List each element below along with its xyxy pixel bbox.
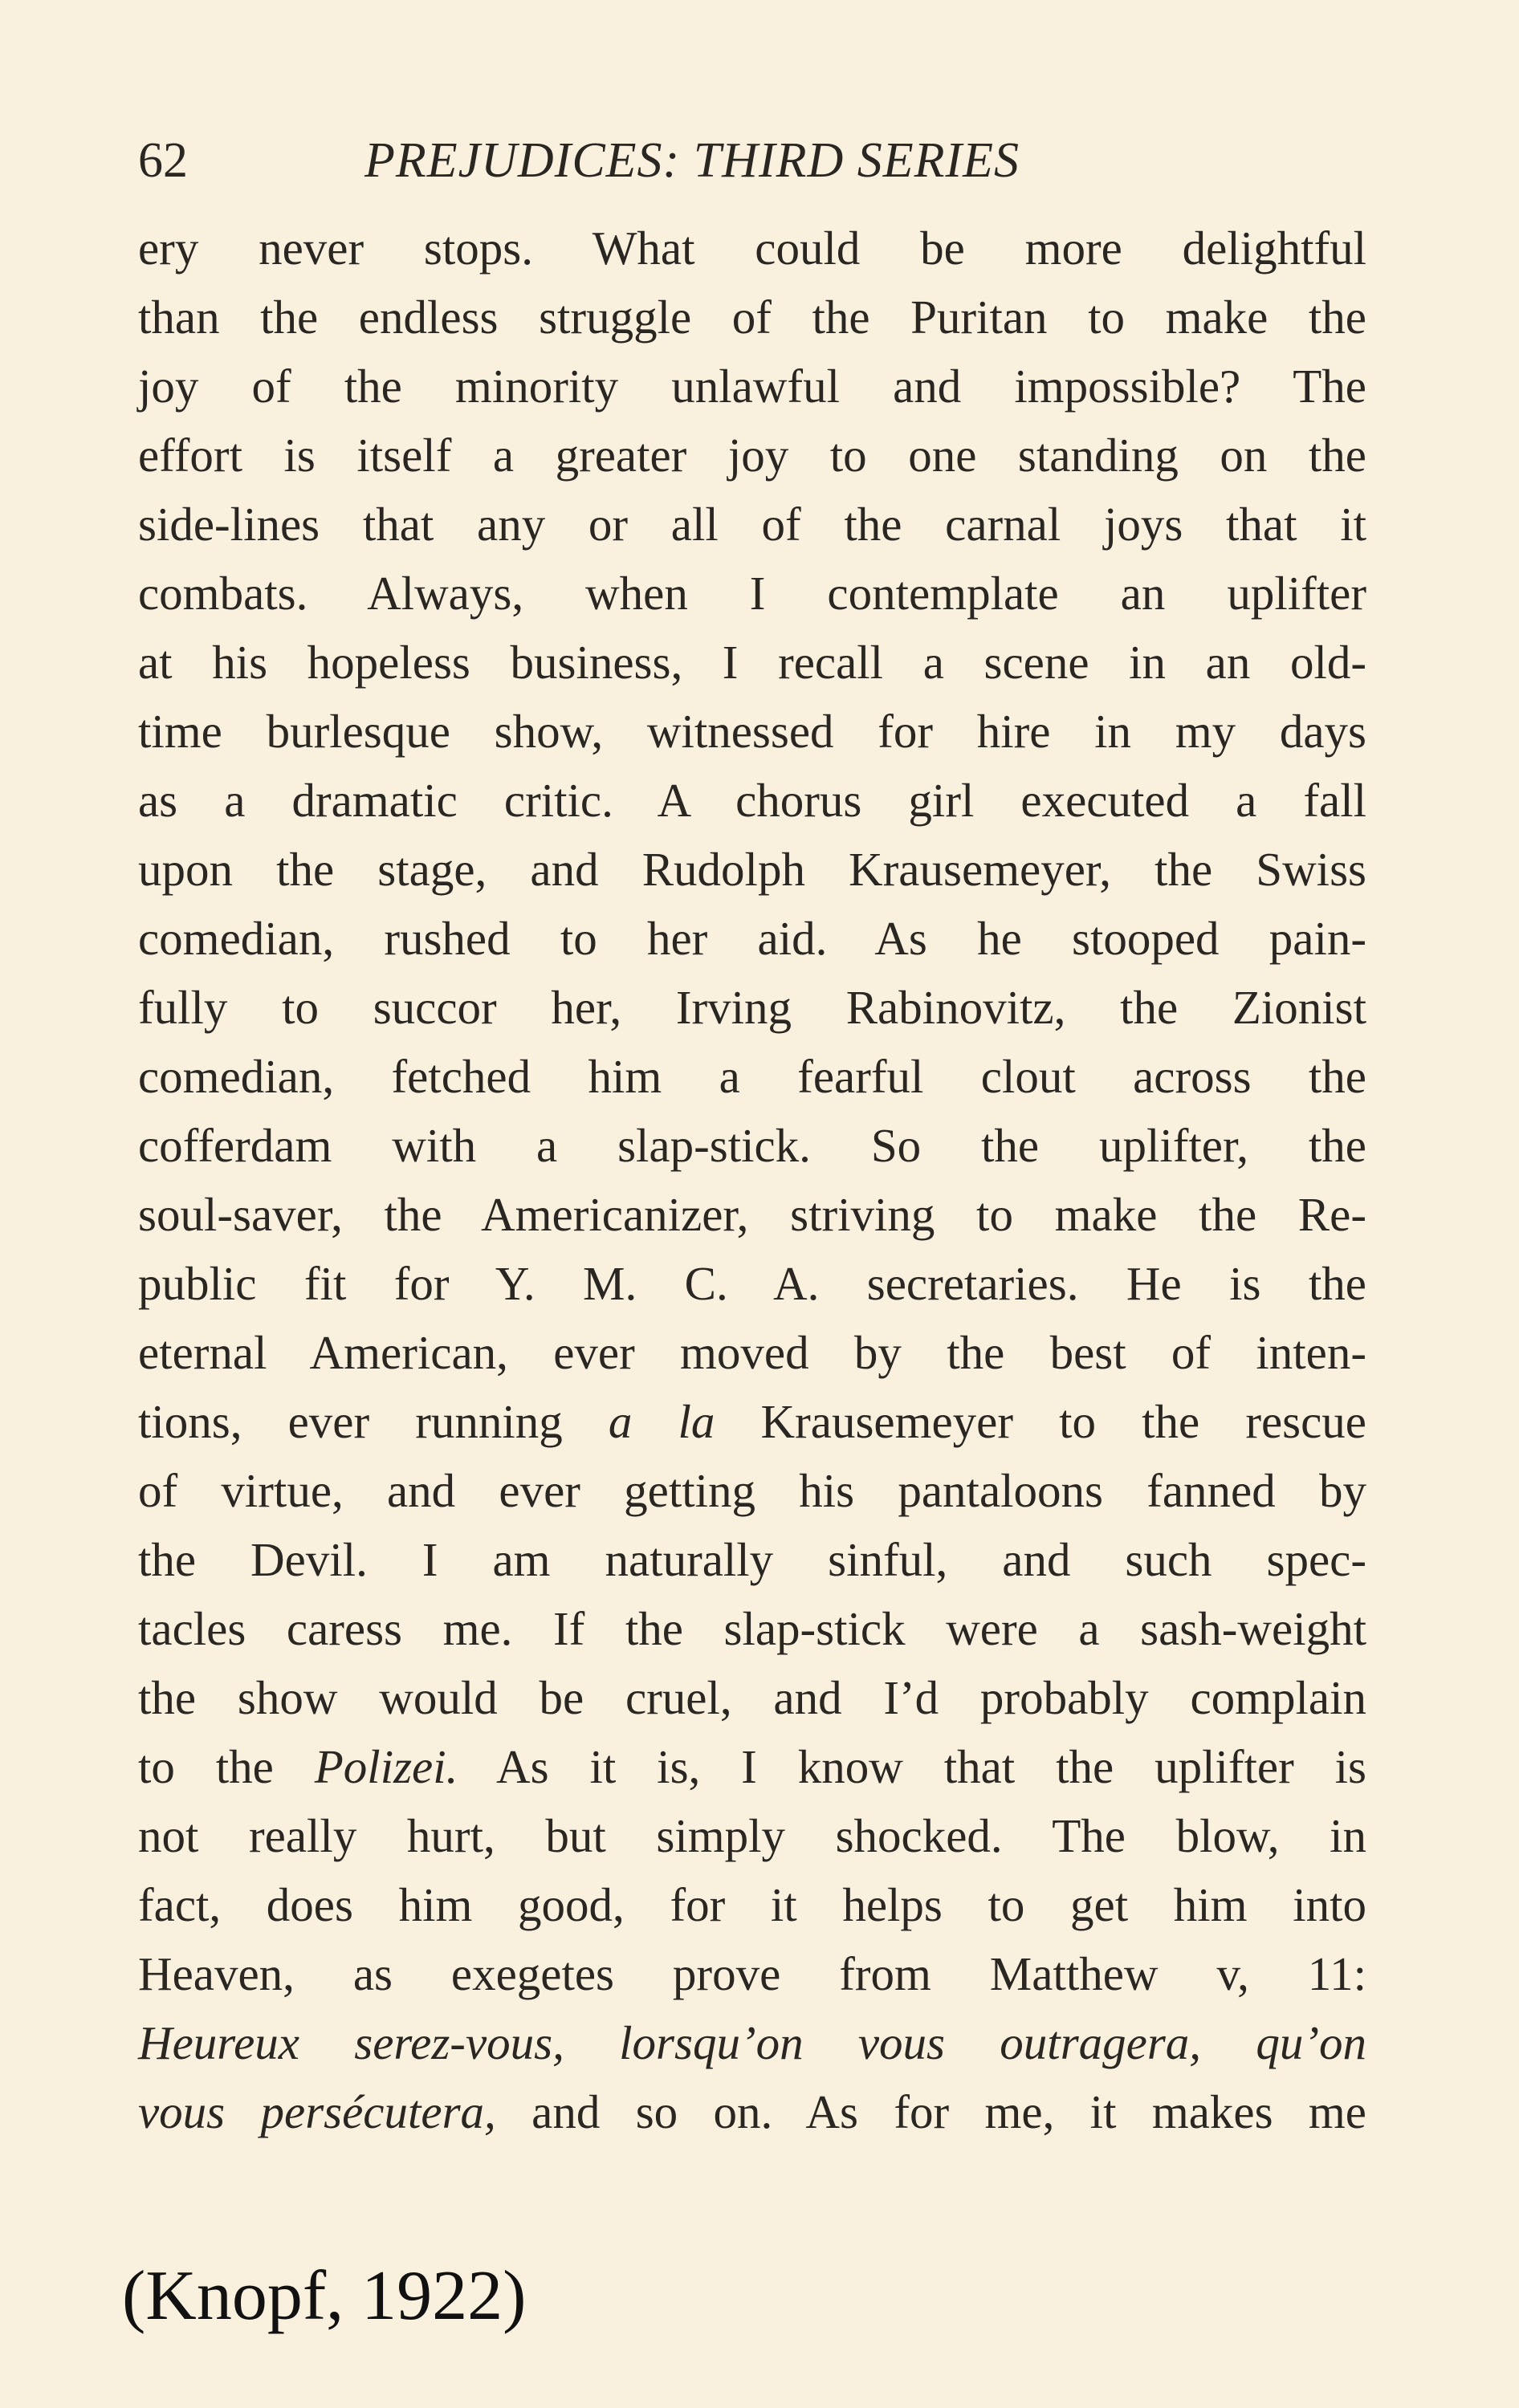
text-line: [138, 1939, 1366, 2008]
text-segment: joy of the minority unlawful and impossible? The: [138, 360, 1366, 413]
text-line: [138, 1456, 1366, 1525]
text-segment: As it is, I know that the uplifter is: [458, 1740, 1366, 1793]
text-line: [138, 1870, 1366, 1939]
text-segment: side-lines that any or all of the carnal joys that it: [138, 498, 1366, 551]
italic-text-segment: Polizei.: [314, 1740, 458, 1793]
italic-text-segment: a la: [608, 1395, 715, 1448]
text-line: [138, 214, 1366, 283]
text-line: [138, 835, 1366, 904]
text-segment: effort is itself a greater joy to one standing on the: [138, 429, 1366, 482]
page-number: 62: [138, 133, 188, 188]
text-segment: Heaven, as exegetes prove from Matthew v, 11:: [138, 1947, 1366, 2000]
text-segment: ery never stops. What could be more delightful: [138, 222, 1366, 275]
text-line: [138, 1180, 1366, 1249]
text-segment: eternal American, ever moved by the best of inten-: [138, 1326, 1366, 1379]
italic-text-segment: vous persécutera,: [138, 2085, 496, 2138]
text-segment: tions, ever running: [138, 1395, 609, 1448]
text-line: [138, 628, 1366, 697]
text-segment: as a dramatic critic. A chorus girl executed a fall: [138, 774, 1366, 827]
text-line: [138, 1042, 1366, 1111]
text-line: [138, 1732, 1366, 1801]
text-segment: Krausemeyer to the rescue: [715, 1395, 1366, 1448]
text-segment: fully to succor her, Irving Rabinovitz, the Zionist: [138, 981, 1366, 1034]
body-text: [138, 214, 1366, 2146]
text-line: [138, 973, 1366, 1042]
running-head: [138, 128, 1366, 193]
text-segment: upon the stage, and Rudolph Krausemeyer, the Swiss: [138, 843, 1366, 896]
text-line: [138, 1663, 1366, 1732]
publication-caption: (Knopf, 1922): [122, 2257, 527, 2335]
text-line: [138, 1111, 1366, 1180]
text-segment: soul-saver, the Americanizer, striving to make the Re-: [138, 1188, 1366, 1241]
text-line: [138, 1249, 1366, 1318]
text-line: [138, 2077, 1366, 2146]
text-segment: public fit for Y. M. C. A. secretaries. He is the: [138, 1257, 1366, 1310]
text-segment: combats. Always, when I contemplate an uplifter: [138, 567, 1366, 620]
text-line: [138, 283, 1366, 352]
running-title: PREJUDICES: THIRD SERIES: [364, 133, 1020, 188]
text-segment: of virtue, and ever getting his pantaloons fanned by: [138, 1464, 1366, 1517]
text-segment: time burlesque show, witnessed for hire in my days: [138, 705, 1366, 758]
text-segment: and so on. As for me, it makes me: [495, 2085, 1366, 2138]
text-segment: tacles caress me. If the slap-stick were a sash-weight: [138, 1602, 1366, 1655]
text-line: [138, 904, 1366, 973]
text-line: [138, 421, 1366, 490]
text-segment: to the: [138, 1740, 315, 1793]
text-segment: at his hopeless business, I recall a scene in an old-: [138, 636, 1366, 689]
text-line: [138, 2008, 1366, 2077]
text-segment: comedian, rushed to her aid. As he stooped pain-: [138, 912, 1366, 965]
text-segment: comedian, fetched him a fearful clout across the: [138, 1050, 1366, 1103]
italic-text-segment: Heureux serez-vous, lorsqu’on vous outragera, qu’on: [138, 2016, 1366, 2069]
text-line: [138, 1801, 1366, 1870]
text-segment: cofferdam with a slap-stick. So the uplifter, the: [138, 1119, 1366, 1172]
text-line: [138, 766, 1366, 835]
text-segment: fact, does him good, for it helps to get him into: [138, 1878, 1366, 1931]
text-line: [138, 1318, 1366, 1387]
text-segment: the Devil. I am naturally sinful, and such spec-: [138, 1533, 1366, 1586]
text-line: [138, 490, 1366, 559]
text-segment: not really hurt, but simply shocked. The blow, in: [138, 1809, 1366, 1862]
text-segment: than the endless struggle of the Puritan to make the: [138, 291, 1366, 344]
text-line: [138, 1387, 1366, 1456]
text-line: [138, 697, 1366, 766]
text-line: [138, 1594, 1366, 1663]
text-segment: the show would be cruel, and I’d probably complain: [138, 1671, 1366, 1724]
text-line: [138, 352, 1366, 421]
text-line: [138, 559, 1366, 628]
text-line: [138, 1525, 1366, 1594]
